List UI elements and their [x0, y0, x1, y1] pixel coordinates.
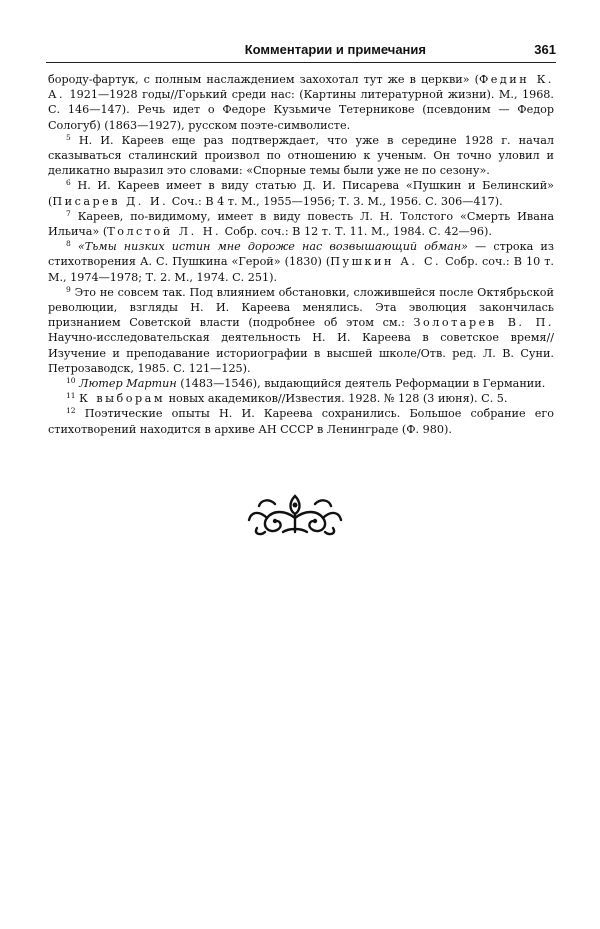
note-text: 1921—1928 годы//Горький среди нас: (Картины литературной жизни). М., 1968. С. 146—147). Речь идет о Федоре Кузьмиче Тетерникове (псевдоним — Федор Сологуб) (1863—1927), русском поэте-символисте. — [48, 88, 554, 132]
note-text: Собр. соч.: В 12 т. Т. 11. М., 1984. С. 42—96). — [221, 225, 492, 239]
note-9 — [48, 285, 554, 376]
note-text: Это не совсем так. Под влиянием обстановки, сложившейся после Октябрьской революции, взгляды Н. И. Кареева менялись. Эта эволюция закончилась признанием Советской власти (подробнее об этом см.: — [48, 285, 554, 330]
note-number: 12 — [66, 406, 76, 416]
note-title-spaced: К выборам — [79, 392, 166, 406]
note-number: 7 — [66, 208, 71, 218]
note-author-spaced: Пушкин А. С. — [330, 255, 442, 269]
note-text: (1483—1546), выдающийся деятель Реформации в Германии. — [176, 377, 546, 391]
note-number: 9 — [66, 284, 71, 294]
note-text: Н. И. Кареев еще раз подтверждает, что уже в середине 1928 г. начал сказываться сталинский произвол по отношению к ученым. Он точно уловил и деликатно выразил это словами: «Спорные темы были уже не по сезону». — [48, 133, 554, 178]
note-7 — [48, 209, 554, 239]
note-12 — [48, 406, 554, 436]
note-8 — [48, 239, 554, 285]
note-continuation — [48, 72, 554, 133]
note-number: 5 — [66, 132, 71, 142]
notes-section — [48, 72, 554, 437]
note-number: 10 — [66, 376, 76, 386]
note-number: 8 — [66, 239, 71, 249]
note-number: 11 — [66, 391, 76, 401]
note-author-spaced: Толстой Л. Н. — [107, 225, 222, 239]
floral-ornament-icon — [245, 488, 345, 538]
note-text: — строка из стихотворения А. С. Пушкина «Герой» (1830) ( — [48, 240, 554, 269]
note-author-spaced: Золотарев В. П. — [413, 316, 554, 330]
page-number: 361 — [534, 42, 556, 57]
running-head — [46, 42, 556, 62]
running-title: Комментарии и примечания — [244, 42, 426, 57]
note-name: Лютер Мартин — [79, 377, 177, 391]
note-11 — [48, 391, 554, 406]
note-author-spaced: Федин К. А. — [48, 73, 554, 102]
header-rule — [46, 62, 556, 63]
note-text: Кареев, по-видимому, имеет в виду повесть Л. Н. Толстого «Смерть Ивана Ильича» ( — [48, 209, 554, 239]
note-text: Научно-исследовательская деятельность Н. И. Кареева в советское время//Изучение и преподавание историографии в высшей школе/Отв. ред. Л. В. Суни. Петрозаводск, 1985. С. 121—125). — [48, 331, 554, 375]
note-text: новых академиков//Известия. 1928. № 128 (3 июня). С. 5. — [165, 392, 508, 406]
note-text: бороду-фартук, с полным наслаждением захохотал тут же в церкви» ( — [48, 73, 479, 86]
note-5 — [48, 133, 554, 179]
note-text: Поэтические опыты Н. И. Кареева сохранились. Большое собрание его стихотворений находится в архиве АН СССР в Ленинграде (Ф. 980). — [48, 407, 555, 436]
note-number: 6 — [66, 178, 71, 188]
note-text: Собр. соч.: В 10 т. М., 1974—1978; Т. 2. М., 1974. С. 251). — [48, 255, 554, 284]
note-text: Н. И. Кареев имеет в виду статью Д. И. Писарева «Пушкин и Белинский» ( — [48, 179, 554, 208]
note-quote: «Тьмы низких истин мне дороже нас возвышающий обман» — [77, 240, 468, 254]
note-text: Соч.: В 4 т. М., 1955—1956; Т. 3. М., 1956. С. 306—417). — [168, 194, 503, 208]
note-6 — [48, 178, 554, 208]
note-author-spaced: Писарев Д. И. — [52, 194, 169, 208]
note-10 — [48, 376, 554, 391]
